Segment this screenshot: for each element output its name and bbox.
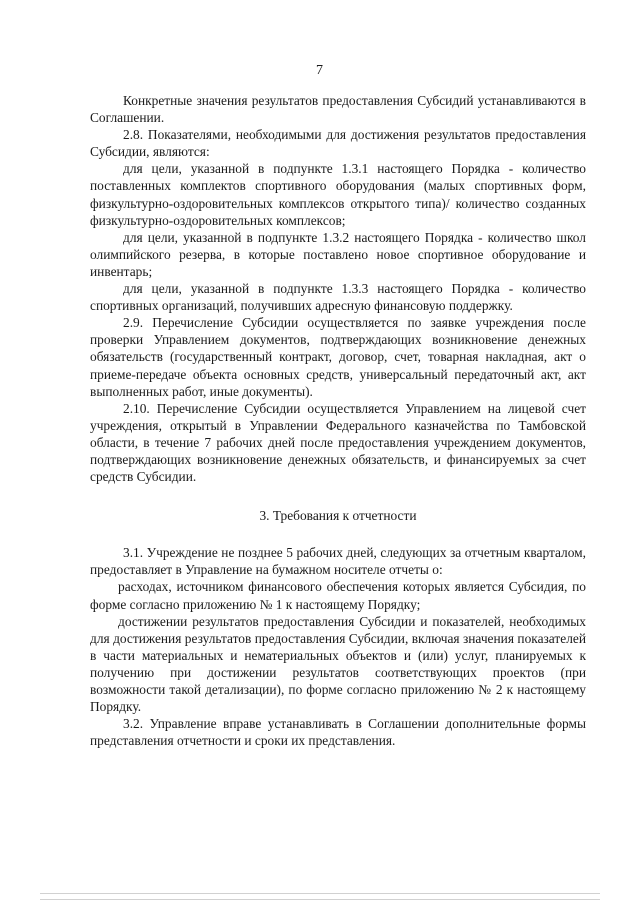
paragraph-goal-1-3-2: для цели, указанной в подпункте 1.3.2 настоящего Порядка - количество школ олимпийского резерва, в которые поставлено новое спортивное оборудование и инвентарь; <box>90 229 586 279</box>
page-number: 7 <box>316 63 323 78</box>
paragraph-2-10: 2.10. Перечисление Субсидии осуществляется Управлением на лицевой счет учреждения, открытый в Управлении Федерального казначейства по Тамбовской области, в течение 7 рабочих дней после предоставления учреждением документов, подтверждающих возникновение денежных обязательств, и финансируемых за счет средств Субсидии. <box>90 400 586 485</box>
paragraph-results-values: Конкретные значения результатов предоставления Субсидий устанавливаются в Соглашении. <box>90 93 586 126</box>
paragraph-2-9: 2.9. Перечисление Субсидии осуществляется по заявке учреждения после проверки Управлением документов, подтверждающих возникновение денежных обязательств (государственный контракт, договор, счет, товарная накладная, акт о приеме-передаче объекта основных средств, универсальный передаточный акт, акт выполненных работ, иные документы). <box>90 315 586 399</box>
scan-edge-line <box>40 899 600 900</box>
paragraph-expenses-report: расходах, источником финансового обеспечения которых является Субсидия, по форме согласно приложению № 1 к настоящему Порядку; <box>90 579 586 612</box>
scan-edge-line <box>40 893 600 894</box>
section-heading-reporting: 3. Требования к отчетности <box>259 508 417 524</box>
document-body <box>90 92 586 749</box>
paragraph-goal-1-3-1: для цели, указанной в подпункте 1.3.1 настоящего Порядка - количество поставленных комплектов спортивного оборудования (малых спортивных форм, физкультурно-оздоровительных комплексов открытого типа)/ количество созданных физкультурно-оздоровительных комплексов; <box>90 161 586 228</box>
paragraph-results-report: достижении результатов предоставления Субсидии и показателей, необходимых для достижения результатов предоставления Субсидии, включая значения показателей в части материальных и нематериальных объектов и (или) услуг, планируемых к получению при достижении результатов соответствующих проектов (при возможности такой детализации), по форме согласно приложению № 2 к настоящему Порядку. <box>90 613 586 715</box>
paragraph-3-1: 3.1. Учреждение не позднее 5 рабочих дней, следующих за отчетным кварталом, предоставляет в Управление на бумажном носителе отчеты о: <box>90 545 586 578</box>
paragraph-2-8: 2.8. Показателями, необходимыми для достижения результатов предоставления Субсидии, являются: <box>90 127 586 160</box>
paragraph-3-2: 3.2. Управление вправе устанавливать в Соглашении дополнительные формы представления отчетности и сроки их представления. <box>90 716 586 749</box>
paragraph-goal-1-3-3: для цели, указанной в подпункте 1.3.3 настоящего Порядка - количество спортивных организаций, получивших адресную финансовую поддержку. <box>90 281 586 314</box>
